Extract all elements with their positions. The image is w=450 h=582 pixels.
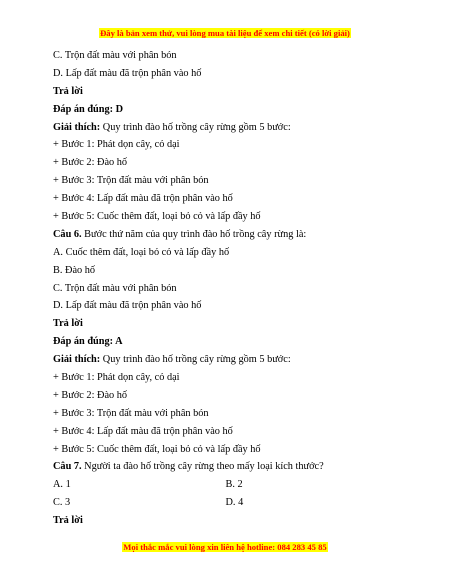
q7-option-c: C. 3 <box>53 497 71 509</box>
q6-number: Câu 6. <box>53 228 82 240</box>
q6-answer-heading: Trả lời <box>53 318 83 330</box>
q5-option-c: C. Trộn đất màu với phân bón <box>53 50 177 61</box>
q5-step-3: + Bước 3: Trộn đất màu với phân bón <box>53 175 209 187</box>
hotline-text: Mọi thắc mắc vui lòng xin liên hệ hotline: 084 283 45 85 <box>123 542 327 552</box>
hotline-banner <box>0 537 450 555</box>
q5-option-d: D. Lấp đất màu đã trộn phân vào hố <box>53 67 202 79</box>
q5-step-1: + Bước 1: Phát dọn cây, cỏ dại <box>53 139 180 151</box>
q6-question <box>53 226 398 244</box>
q5-explanation-label: Giải thích: <box>53 121 101 133</box>
q5-explanation <box>53 119 398 137</box>
q7-options-row-1 <box>53 476 398 494</box>
q6-step-2: + Bước 2: Đào hố <box>53 389 128 401</box>
q6-option-b: B. Đào hố <box>53 264 96 276</box>
q7-question-text: Người ta đào hố trồng cây rừng theo mấy loại kích thước? <box>81 461 324 473</box>
q5-step-5: + Bước 5: Cuốc thêm đất, loại bỏ cỏ và lấp đầy hố <box>53 211 261 223</box>
q7-option-a: A. 1 <box>53 479 71 491</box>
q6-step-4: + Bước 4: Lấp đất màu đã trộn phân vào hố <box>53 425 233 437</box>
q7-option-b: B. 2 <box>225 479 243 491</box>
preview-notice-text: Đây là bản xem thử, vui lòng mua tài liệu để xem chi tiết (có lời giải) <box>100 28 350 38</box>
q5-step-2: + Bước 2: Đào hố <box>53 157 128 169</box>
q5-explanation-text: Quy trình đào hố trồng cây rừng gồm 5 bước: <box>100 121 291 133</box>
q6-option-c: C. Trộn đất màu với phân bón <box>53 282 177 294</box>
q6-step-3: + Bước 3: Trộn đất màu với phân bón <box>53 407 209 419</box>
q5-step-4: + Bước 4: Lấp đất màu đã trộn phân vào hố <box>53 193 233 205</box>
q7-option-d: D. 4 <box>225 497 244 509</box>
q6-option-d: D. Lấp đất màu đã trộn phân vào hố <box>53 300 202 312</box>
document-body <box>53 47 398 530</box>
q7-question <box>53 458 398 476</box>
q7-options-row-2 <box>53 494 398 512</box>
preview-notice-banner <box>0 23 450 41</box>
q6-option-a: A. Cuốc thêm đất, loại bỏ cỏ và lấp đầy hố <box>53 246 230 258</box>
q6-explanation-text: Quy trình đào hố trồng cây rừng gồm 5 bước: <box>100 354 291 366</box>
q5-correct-answer: Đáp án đúng: D <box>53 103 124 115</box>
q6-step-5: + Bước 5: Cuốc thêm đất, loại bỏ cỏ và lấp đầy hố <box>53 443 261 455</box>
q6-correct-answer: Đáp án đúng: A <box>53 336 123 348</box>
q6-question-text: Bước thứ năm của quy trình đào hố trồng cây rừng là: <box>81 228 307 240</box>
q6-explanation <box>53 351 398 369</box>
q7-answer-heading: Trả lời <box>53 515 83 527</box>
q6-step-1: + Bước 1: Phát dọn cây, cỏ dại <box>53 372 180 384</box>
q6-explanation-label: Giải thích: <box>53 354 101 366</box>
q7-number: Câu 7. <box>53 461 82 473</box>
q5-answer-heading: Trả lời <box>53 85 83 97</box>
